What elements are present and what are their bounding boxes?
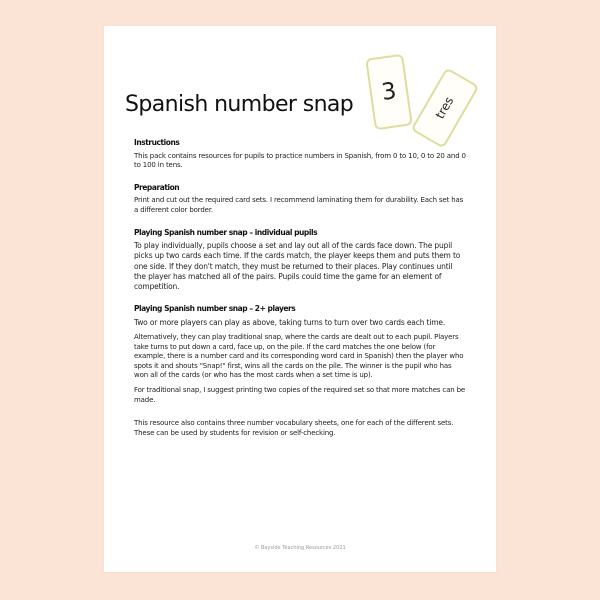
number-card-illustration — [365, 54, 413, 131]
document-page — [104, 26, 496, 572]
instructions-paragraph: This pack contains resources for pupils to practice numbers in Spanish, from 0 to 10, 0 to 20 and 0 to 100 in tens. — [134, 151, 466, 170]
section-heading-individual: Playing Spanish number snap – individual pupils — [134, 227, 318, 237]
word-card-illustration — [411, 67, 480, 148]
section-heading-instructions: Instructions — [134, 138, 180, 147]
individual-play-paragraph: To play individually, pupils choose a set and lay out all of the cards face down. The pupil picks up two cards each time. If the cards match, the player keeps them and puts them to one side. If they don't match, they must be returned to their places. Play continues until the player has matched all of the pairs. Pupils could time the game for an element of competition. — [134, 241, 461, 291]
section-heading-multiplayer: Playing Spanish number snap – 2+ players — [134, 304, 296, 314]
multiplayer-paragraph-3: For traditional snap, I suggest printing two copies of the required set so that more matches can be made. — [134, 385, 466, 404]
document-body — [134, 138, 466, 443]
preparation-paragraph: Print and cut out the required card sets. I recommend laminating them for durability. Each set has a different color border. — [134, 196, 464, 214]
multiplayer-paragraph-1: Two or more players can play as above, taking turns to turn over two cards each time. — [134, 317, 446, 327]
vocabulary-sheets-paragraph: This resource also contains three number vocabulary sheets, one for each of the different sets. These can be used by students for revision or self-checking. — [134, 419, 454, 437]
multiplayer-paragraph-2: Alternatively, they can play traditional snap, where the cards are dealt out to each pupil. Players take turns to put down a card, face up, on the pile. If the card matches the one below (for example, there is a number card and its corresponding word card in Spanish) then the player who spots it and shouts "Snap!" first, wins all the cards on the pile. The winner is the pupil who has won all of the cards (or who has the most cards when a set time is up). — [134, 332, 464, 380]
card-word-label: tres — [433, 94, 457, 122]
card-number-label: 3 — [379, 78, 399, 106]
section-heading-preparation: Preparation — [134, 182, 180, 192]
copyright-footer: © Bayside Teaching Resources 2021 — [254, 545, 346, 551]
page-title: Spanish number snap — [125, 92, 354, 117]
